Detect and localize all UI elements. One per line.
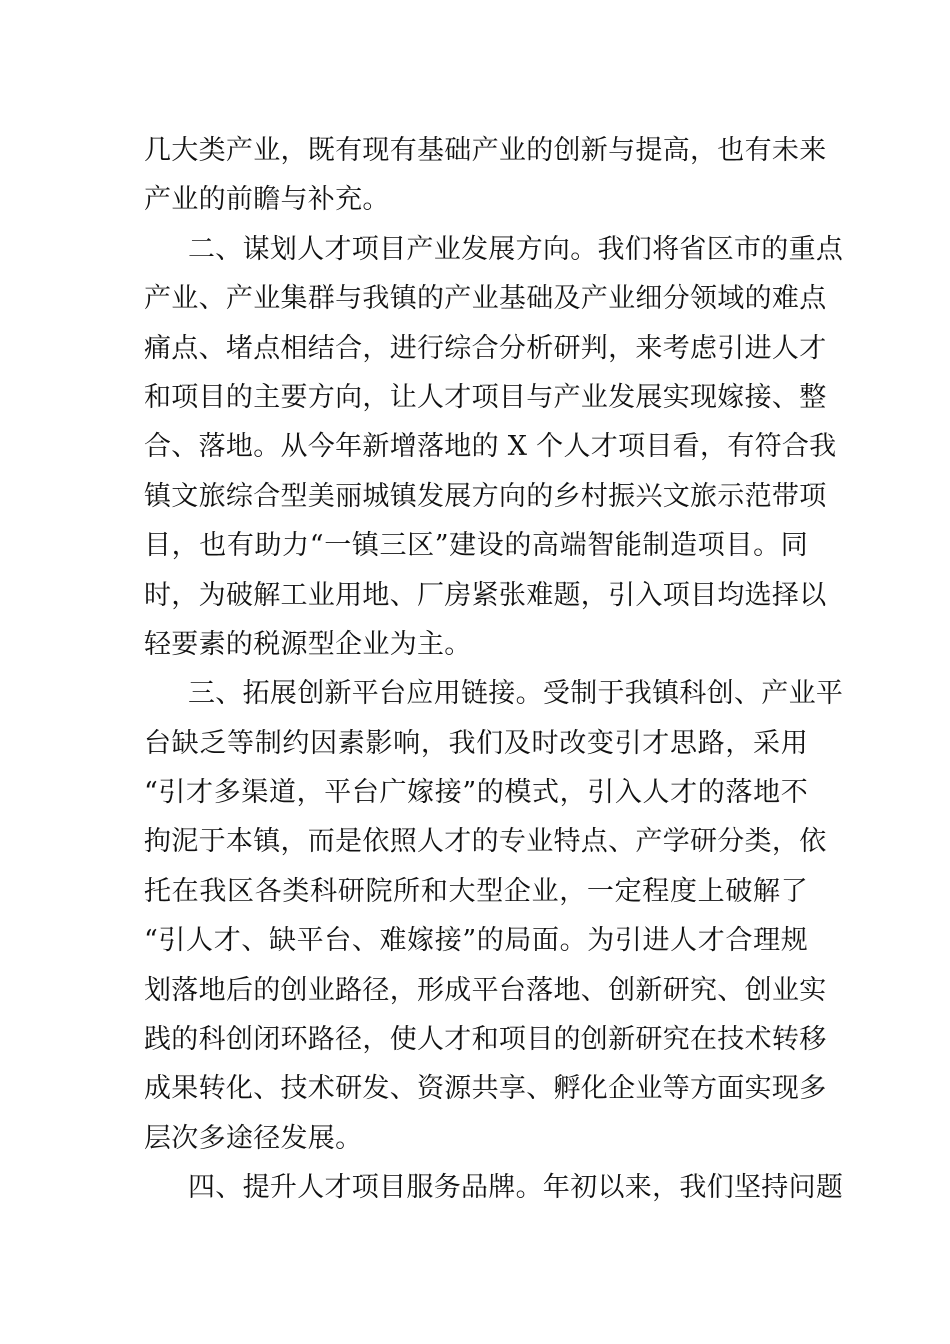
text-line: 合、落地。从今年新增落地的 X 个人才项目看，有符合我 (144, 431, 837, 463)
text-line: 托在我区各类科研院所和大型企业，一定程度上破解了 (144, 875, 808, 907)
text-line: 产业的前瞻与补充。 (144, 184, 390, 216)
text-line: 台缺乏等制约因素影响，我们及时改变引才思路，采用 (144, 727, 808, 759)
text-line: 成果转化、技术研发、资源共享、孵化企业等方面实现多 (144, 1073, 827, 1105)
text-line: “引人才、缺平台、难嫁接”的局面。为引进人才合理规 (144, 925, 808, 957)
section-heading-line: 三、拓展创新平台应用链接。受制于我镇科创、产业平 (188, 678, 844, 710)
text-line: 层次多途径发展。 (144, 1122, 363, 1154)
text-line: “引才多渠道，平台广嫁接”的模式，引入人才的落地不 (144, 777, 808, 809)
text-line: 轻要素的税源型企业为主。 (144, 628, 472, 660)
section-heading-line: 四、提升人才项目服务品牌。年初以来，我们坚持问题 (188, 1172, 844, 1204)
text-line: 划落地后的创业路径，形成平台落地、创新研究、创业实 (144, 974, 827, 1006)
text-line: 时，为破解工业用地、厂房紧张难题，引入项目均选择以 (144, 579, 827, 611)
body-text (144, 126, 844, 1213)
text-line: 践的科创闭环路径，使人才和项目的创新研究在技术转移 (144, 1024, 827, 1056)
text-line: 产业、产业集群与我镇的产业基础及产业细分领域的难点 (144, 283, 827, 315)
text-line: 和项目的主要方向，让人才项目与产业发展实现嫁接、整 (144, 381, 827, 413)
text-line: 拘泥于本镇，而是依照人才的专业特点、产学研分类，依 (144, 826, 827, 858)
section-heading-line: 二、谋划人才项目产业发展方向。我们将省区市的重点 (188, 233, 844, 265)
text-line: 痛点、堵点相结合，进行综合分析研判，来考虑引进人才 (144, 332, 827, 364)
text-line: 镇文旅综合型美丽城镇发展方向的乡村振兴文旅示范带项 (144, 480, 827, 512)
text-line: 目，也有助力“一镇三区”建设的高端智能制造项目。同 (144, 530, 808, 562)
text-line: 几大类产业，既有现有基础产业的创新与提高，也有未来 (144, 135, 827, 166)
